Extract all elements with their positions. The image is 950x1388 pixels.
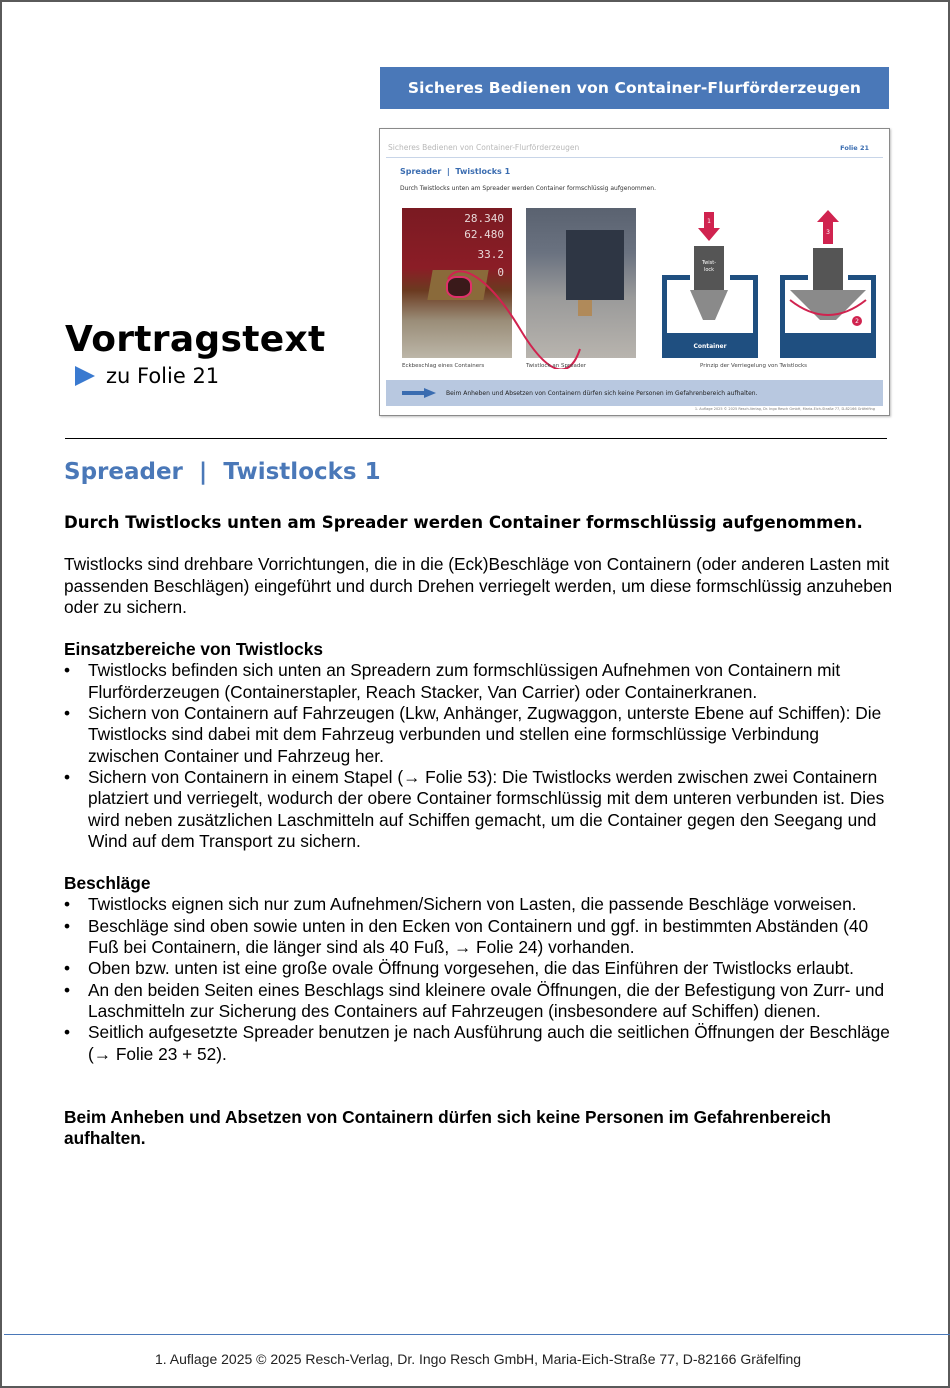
svg-text:Twist-: Twist- [701,260,717,266]
svg-text:1: 1 [707,218,711,225]
bullet-icon: • [64,660,71,681]
bullet-icon: • [64,1022,71,1043]
caption-locking-principle: Prinzip der Verriegelung von Twistlocks [700,363,808,369]
section-heading: Spreader | Twistlocks 1 [64,459,381,485]
banner-title: Sicheres Bedienen von Container-Flurförderzeugen [407,79,862,97]
caption-corner-fitting: Eckbeschlag eines Containers [402,363,485,369]
svg-text:3: 3 [826,229,830,236]
list-item: • Oben bzw. unten ist eine große ovale Öffnung vorgesehen, die das Einführen der Twistlocks erlaubt. [64,958,854,979]
slide-reference [75,362,326,390]
list-item: • Seitlich aufgesetzte Spreader benutzen je nach Ausführung auch die seitlichen Öffnungen der Beschläge (→ Folie 23 + 52). [64,1022,890,1064]
photo-number: 33.2 [477,248,504,261]
bullet-icon: • [64,894,71,915]
list-item: • Twistlocks eignen sich nur zum Aufnehmen/Sichern von Lasten, die passende Beschläge vorweisen. [64,894,857,915]
slide-warning-text: Beim Anheben und Absetzen von Containern dürfen sich keine Personen im Gefahrenbereich aufhalten. [446,389,758,397]
list-heading-beschlaege: Beschläge [64,873,151,894]
slide-reference-text: zu Folie 21 [106,364,220,388]
svg-text:Container: Container [693,343,727,350]
divider [65,438,887,439]
connector-curve-icon [440,269,590,369]
svg-text:lock: lock [703,267,715,273]
bullet-icon: • [64,915,71,936]
slide-header [386,143,883,158]
list-beschlaege [64,894,894,1064]
play-triangle-icon [75,366,95,386]
lead-paragraph: Durch Twistlocks unten am Spreader werden Container formschlüssig aufgenommen. [64,513,863,532]
bullet-icon: • [64,766,71,787]
bullet-icon: • [64,958,71,979]
footer-copyright: 1. Auflage 2025 © 2025 Resch-Verlag, Dr. Ingo Resch GmbH, Maria-Eich-Straße 77, D-82166 Gräfelfing [154,1351,802,1367]
title-block [65,318,326,390]
publication-banner [380,67,889,109]
photo-number: 62.480 [464,228,504,241]
caption-twistlock: Twistlock an Spreader [526,363,586,369]
page-title: Vortragstext [65,319,326,360]
list-heading-einsatzbereiche: Einsatzbereiche von Twistlocks [64,639,323,660]
footer-divider [4,1334,950,1335]
list-item: • An den beiden Seiten eines Beschlags sind kleinere ovale Öffnungen, die der Befestigung von Zurr- und Laschmitteln zur Sicherung des Containers auf Fahrzeugen (insbesondere auf Schiffen) dienen. [64,979,885,1021]
intro-paragraph: Twistlocks sind drehbare Vorrichtungen, die in die (Eck)Beschläge von Containern (oder anderen Lasten mit passenden Beschlägen) eingeführt und durch Drehen verriegelt werden, um diese formschlüssig anzuheben oder zu sichern. [64,554,893,617]
slide-number: Folie 21 [840,144,869,152]
slide-preview-thumbnail [379,128,890,416]
list-einsatzbereiche [64,660,894,852]
list-item: • Sichern von Containern auf Fahrzeugen (Lkw, Anhänger, Zugwaggon, unterste Ebene auf Schiffen): Die Twistlocks sind dabei mit dem Fahrzeug verbunden und stellen eine formschlüssige Verbindung zwischen Container und Fahrzeug her. [64,703,882,766]
bullet-icon: • [64,979,71,1000]
list-item: • Twistlocks befinden sich unten an Spreadern zum formschlüssigen Aufnehmen von Containern mit Flurförderzeugen (Containerstapler, Reach Stacker, Van Carrier) oder Containerkranen. [64,660,841,702]
twistlock-locking-diagram [660,208,882,358]
list-item: • Beschläge sind oben sowie unten in den Ecken von Containern und ggf. in bestimmten Abständen (40 Fuß bei Containern, die länger sind als 40 Fuß, → Folie 24) vorhanden. [64,915,869,958]
slide-header-title: Sicheres Bedienen von Container-Flurförderzeugen [388,143,580,152]
slide-copyright: 1. Auflage 2025 © 2025 Resch-Verlag, Dr. Ingo Resch GmbH, Maria-Eich-Straße 77, D-82166 Gräfelfing [694,407,875,411]
lecture-text [64,512,894,1149]
slide-lead: Durch Twistlocks unten am Spreader werden Container formschlüssig aufgenommen. [400,185,656,192]
arrow-right-icon [402,388,436,398]
photo-number: 0 [497,266,504,279]
slide-subtitle: Spreader | Twistlocks 1 [400,167,511,176]
list-item: • Sichern von Containern in einem Stapel (→ Folie 53): Die Twistlocks werden zwischen zwei Containern platziert und verriegelt, wodurch der obere Container formschlüssig mit dem unteren verbunden ist. Dies wird neben zusätzlichen Laschmitteln auf Schiffen gemacht, um die Container gegen den Seegang und Wind auf dem Transport zu sichern. [64,766,885,851]
svg-text:2: 2 [855,318,859,325]
slide-warning-bar [386,380,883,406]
bullet-icon: • [64,703,71,724]
safety-warning: Beim Anheben und Absetzen von Containern dürfen sich keine Personen im Gefahrenbereich aufhalten. [64,1106,831,1149]
photo-number: 28.340 [464,212,504,225]
